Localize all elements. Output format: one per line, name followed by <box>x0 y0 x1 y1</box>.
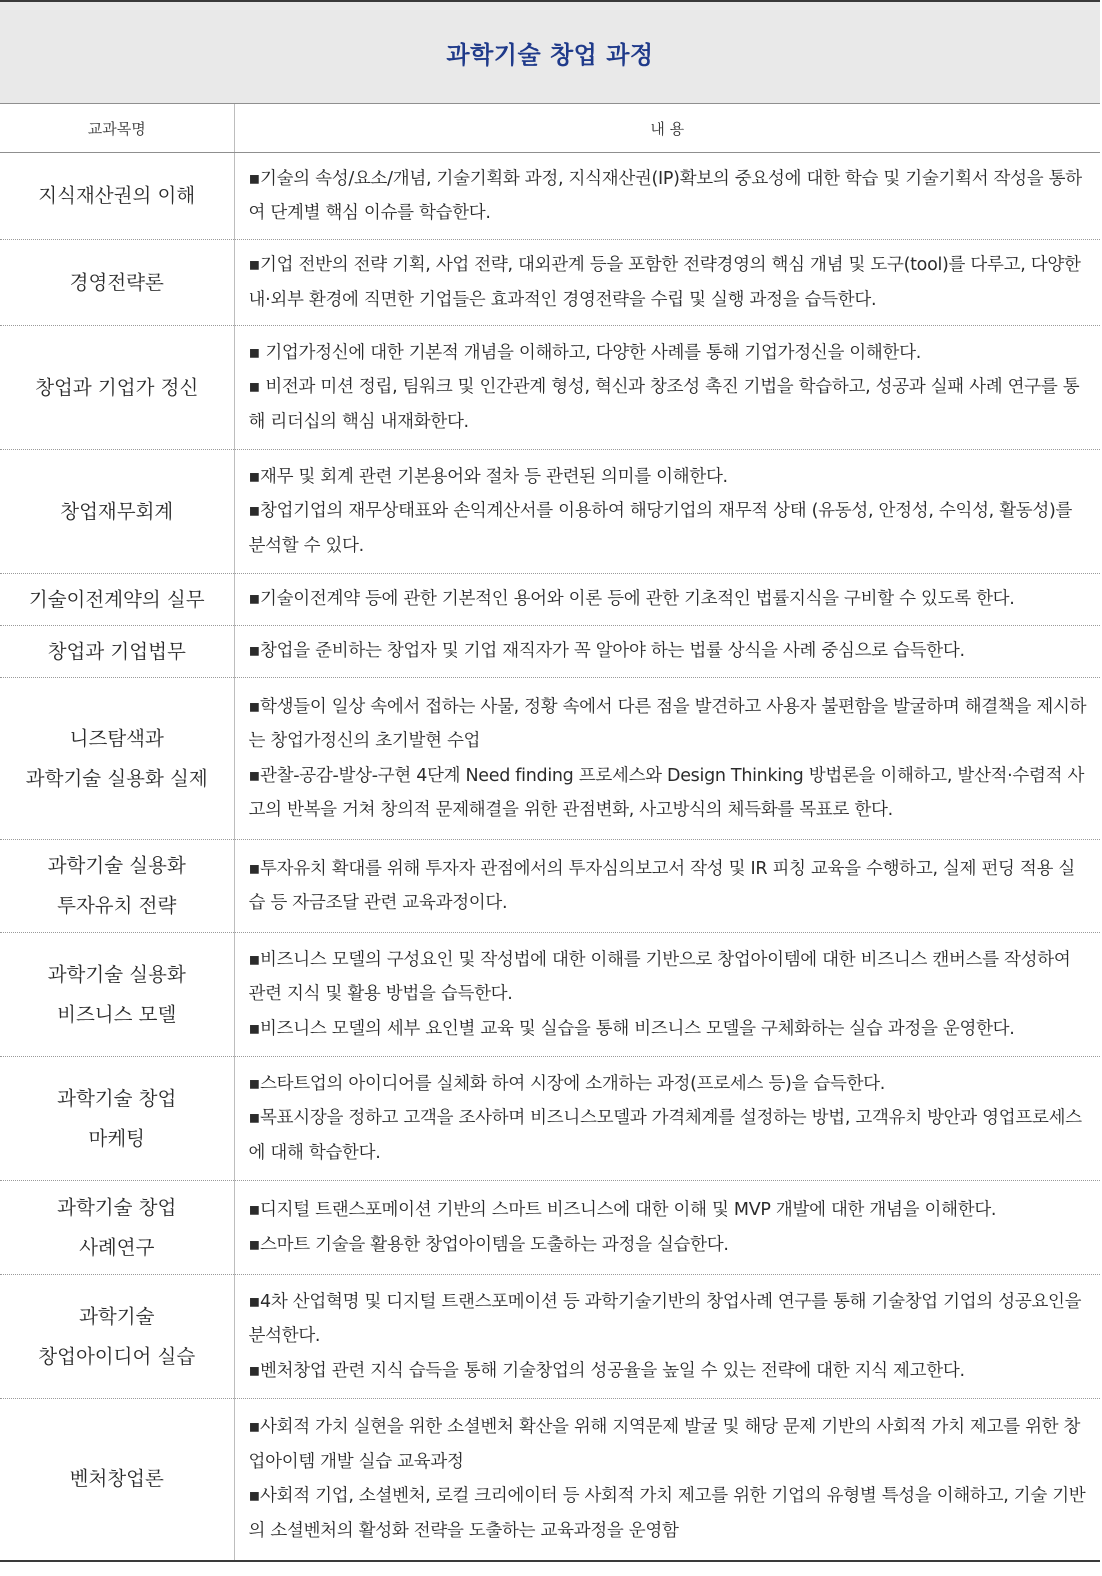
table-row <box>0 1057 1100 1181</box>
description-bullet: ▪기술이전계약 등에 관한 기본적인 용어와 이론 등에 관한 기초적인 법률지식을 구비할 수 있도록 한다. <box>248 589 1015 610</box>
course-name-line: 마케팅 <box>88 1126 145 1150</box>
table-row <box>0 1181 1100 1275</box>
page-title: 과학기술 창업 과정 <box>446 41 654 69</box>
course-name-cell <box>0 450 234 574</box>
course-name-cell <box>0 1275 234 1399</box>
course-name-line: 사례연구 <box>79 1235 155 1259</box>
course-name-cell <box>0 1181 234 1275</box>
description-bullet: ▪관찰-공감-발상-구현 4단계 Need finding 프로세스와 Design Thinking 방법론을 이해하고, 발산적·수렴적 사고의 반복을 거쳐 창의적 문제해결을 위한 관점변화, 사고방식의 체득화를 목표로 한다. <box>248 765 1085 820</box>
table-row <box>0 1275 1100 1399</box>
course-name-line: 벤처창업론 <box>69 1467 164 1491</box>
course-name-line: 기술이전계약의 실무 <box>28 587 205 611</box>
course-name-line: 투자유치 전략 <box>57 894 177 917</box>
description-bullet: ▪벤처창업 관련 지식 습득을 통해 기술창업의 성공율을 높일 수 있는 전략에 대한 지식 제고한다. <box>248 1360 965 1381</box>
course-name-cell <box>0 840 234 933</box>
course-name-line: 창업아이디어 실습 <box>38 1344 196 1368</box>
curriculum-table <box>0 104 1100 1562</box>
description-bullet: ▪4차 산업혁명 및 디지털 트랜스포메이션 등 과학기술기반의 창업사례 연구를 통해 기술창업 기업의 성공요인을 분석한다. <box>248 1291 1082 1347</box>
table-header-row <box>0 104 1100 153</box>
course-name-line: 비즈니스 모델 <box>57 1002 177 1026</box>
description-bullet: ▪비즈니스 모델의 구성요인 및 작성법에 대한 이해를 기반으로 창업아이템에 대한 비즈니스 캔버스를 작성하여 관련 지식 및 활용 방법을 습득한다. <box>248 949 1071 1005</box>
table-row <box>0 1399 1100 1561</box>
course-name-line: 과학기술 <box>79 1304 155 1328</box>
description-bullet: ▪디지털 트랜스포메이션 기반의 스마트 비즈니스에 대한 이해 및 MVP 개발에 대한 개념을 이해한다. <box>248 1200 997 1220</box>
course-name-cell <box>0 933 234 1057</box>
course-name-cell <box>0 240 234 326</box>
title-bar <box>0 0 1100 104</box>
description-bullet: ▪투자유치 확대를 위해 투자자 관점에서의 투자심의보고서 작성 및 IR 피칭 교육을 수행하고, 실제 펀딩 적용 실습 등 자금조달 관련 교육과정이다. <box>248 858 1075 913</box>
course-name-cell <box>0 626 234 678</box>
course-description-cell <box>234 1181 1100 1275</box>
course-name-line: 과학기술 실용화 실제 <box>25 766 208 790</box>
description-bullet: ▪창업을 준비하는 창업자 및 기업 재직자가 꼭 알아야 하는 법률 상식을 사례 중심으로 습득한다. <box>248 641 965 662</box>
description-bullet: ▪재무 및 회계 관련 기본용어와 절차 등 관련된 의미를 이해한다. <box>248 466 728 487</box>
table-row <box>0 153 1100 240</box>
course-description-cell <box>234 933 1100 1057</box>
table-row <box>0 626 1100 678</box>
description-bullet: ▪사회적 기업, 소셜벤처, 로컬 크리에이터 등 사회적 가치 제고를 위한 기업의 유형별 특성을 이해하고, 기술 기반의 소셜벤처의 활성화 전략을 도출하는 교육과정을 운영함 <box>248 1486 1086 1541</box>
course-description-cell <box>234 450 1100 574</box>
course-description-cell <box>234 1057 1100 1181</box>
course-name-cell <box>0 1057 234 1181</box>
course-name-line: 과학기술 실용화 <box>47 962 186 986</box>
course-name-cell <box>0 1399 234 1561</box>
course-name-cell <box>0 326 234 450</box>
table-row <box>0 678 1100 840</box>
course-name-line: 창업과 기업가 정신 <box>35 375 199 399</box>
course-description-cell <box>234 1275 1100 1399</box>
course-name-cell <box>0 574 234 626</box>
description-bullet: ▪사회적 가치 실현을 위한 소셜벤처 확산을 위해 지역문제 발굴 및 해당 문제 기반의 사회적 가치 제고를 위한 창업아이템 개발 실습 교육과정 <box>248 1417 1081 1472</box>
description-bullet: ▪학생들이 일상 속에서 접하는 사물, 정황 속에서 다른 점을 발견하고 사용자 불편함을 발굴하며 해결책을 제시하는 창업가정신의 초기발현 수업 <box>248 696 1087 751</box>
table-row <box>0 840 1100 933</box>
table-body <box>0 153 1100 1561</box>
course-description-cell <box>234 153 1100 240</box>
description-bullet: ▪비즈니스 모델의 세부 요인별 교육 및 실습을 통해 비즈니스 모델을 구체화하는 실습 과정을 운영한다. <box>248 1018 1015 1039</box>
description-bullet: ▪ 비전과 미션 정립, 팀워크 및 인간관계 형성, 혁신과 창조성 촉진 기법을 학습하고, 성공과 실패 사례 연구를 통해 리더십의 핵심 내재화한다. <box>248 377 1080 432</box>
course-name-line: 과학기술 창업 <box>57 1195 177 1219</box>
course-name-line: 경영전략론 <box>69 270 164 294</box>
course-description-cell <box>234 574 1100 626</box>
course-name-line: 창업재무회계 <box>60 499 174 523</box>
header-content: 내 용 <box>234 104 1100 153</box>
course-name-line: 지식재산권의 이해 <box>38 184 196 207</box>
table-row <box>0 240 1100 326</box>
course-name-line: 창업과 기업법무 <box>47 639 186 663</box>
description-bullet: ▪창업기업의 재무상태표와 손익계산서를 이용하여 해당기업의 재무적 상태 (유동성, 안정성, 수익성, 활동성)를 분석할 수 있다. <box>248 501 1073 556</box>
course-name-line: 니즈탐색과 <box>69 726 164 750</box>
table-row <box>0 933 1100 1057</box>
header-subject: 교과목명 <box>0 104 234 153</box>
description-bullet: ▪기술의 속성/요소/개념, 기술기획화 과정, 지식재산권(IP)확보의 중요성에 대한 학습 및 기술기획서 작성을 통하여 단계별 핵심 이슈를 학습한다. <box>248 168 1082 223</box>
course-description-cell <box>234 840 1100 933</box>
course-description-cell <box>234 1399 1100 1561</box>
course-description-cell <box>234 626 1100 678</box>
table-row <box>0 574 1100 626</box>
description-bullet: ▪스타트업의 아이디어를 실체화 하여 시장에 소개하는 과정(프로세스 등)을 습득한다. <box>248 1073 886 1094</box>
description-bullet: ▪기업 전반의 전략 기획, 사업 전략, 대외관계 등을 포함한 전략경영의 핵심 개념 및 도구(tool)를 다루고, 다양한 내·외부 환경에 직면한 기업들은 효과적인 경영전략을 수립 및 실행 과정을 습득한다. <box>248 255 1081 310</box>
description-bullet: ▪목표시장을 정하고 고객을 조사하며 비즈니스모델과 가격체계를 설정하는 방법, 고객유치 방안과 영업프로세스에 대해 학습한다. <box>248 1108 1082 1163</box>
course-name-line: 과학기술 창업 <box>57 1086 177 1110</box>
description-bullet: ▪스마트 기술을 활용한 창업아이템을 도출하는 과정을 실습한다. <box>248 1234 729 1255</box>
course-description-cell <box>234 240 1100 326</box>
table-row <box>0 450 1100 574</box>
course-name-cell <box>0 153 234 240</box>
description-bullet: ▪ 기업가정신에 대한 기본적 개념을 이해하고, 다양한 사례를 통해 기업가정신을 이해한다. <box>248 342 921 363</box>
course-description-cell <box>234 678 1100 840</box>
course-name-line: 과학기술 실용화 <box>47 854 186 877</box>
table-row <box>0 326 1100 450</box>
course-description-cell <box>234 326 1100 450</box>
course-name-cell <box>0 678 234 840</box>
